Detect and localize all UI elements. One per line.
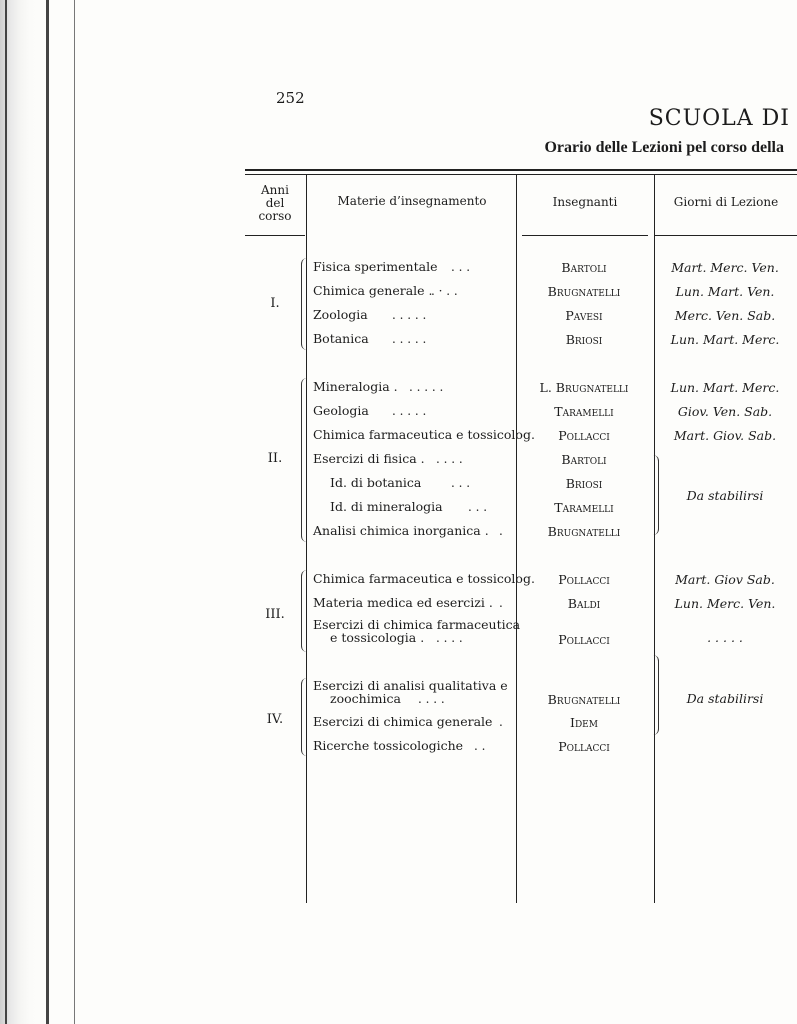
leader-dots: . . . . . bbox=[409, 380, 444, 394]
teacher-cell: Briosi bbox=[565, 332, 603, 347]
leader-dots: . bbox=[499, 715, 503, 729]
column-header-teachers: Insegnanti bbox=[552, 195, 618, 209]
teacher-cell: Pollacci bbox=[558, 572, 610, 587]
teacher-cell: Brugnatelli bbox=[547, 524, 621, 539]
subject-cell: Chimica generale . bbox=[313, 283, 433, 298]
days-cell: Lun. Mart. Merc. bbox=[670, 332, 780, 347]
days-cell: Lun. Mart. Ven. bbox=[675, 284, 775, 299]
teacher-cell: Pollacci bbox=[558, 632, 610, 647]
leader-dots: . · . . bbox=[431, 284, 458, 298]
teacher-cell: Brugnatelli bbox=[547, 692, 621, 707]
teacher-cell: Idem bbox=[570, 715, 598, 730]
days-cell: Mart. Giov Sab. bbox=[675, 572, 775, 587]
header-rule bbox=[655, 235, 797, 236]
leader-dots: . . bbox=[474, 739, 486, 753]
header-rule bbox=[522, 235, 648, 236]
days-cell: Mart. Merc. Ven. bbox=[671, 260, 779, 275]
subject-cell: Esercizi di analisi qualitativa e bbox=[313, 678, 508, 693]
table-top-rule bbox=[245, 169, 797, 171]
leader-dots: . . . . bbox=[418, 692, 445, 706]
header-rule bbox=[245, 235, 305, 236]
subject-cell-continued: zoochimica bbox=[330, 691, 401, 706]
teacher-cell: Baldi bbox=[567, 596, 601, 611]
teacher-cell: Pollacci bbox=[558, 739, 610, 754]
leader-dots: . . . . bbox=[436, 631, 463, 645]
subject-cell: Mineralogia . bbox=[313, 379, 398, 394]
page-header: SCUOLA DI bbox=[648, 106, 790, 131]
leader-dots: . . . . bbox=[436, 452, 463, 466]
leader-dots: . bbox=[499, 524, 503, 538]
leader-dots: . . . bbox=[468, 500, 488, 514]
column-header-subject: Materie d’insegnamento bbox=[337, 194, 487, 208]
binding-edge bbox=[5, 0, 7, 1024]
leader-dots: . . . bbox=[451, 476, 471, 490]
teacher-cell: Taramelli bbox=[554, 404, 614, 419]
leader-dots: . bbox=[499, 596, 503, 610]
subject-cell: Id. di mineralogia bbox=[330, 499, 443, 514]
page-subtitle: Orario delle Lezioni pel corso della bbox=[544, 139, 784, 156]
book-binding bbox=[0, 0, 48, 1024]
year-label: III. bbox=[265, 607, 285, 622]
subject-cell: Esercizi di chimica farmaceutica bbox=[313, 617, 521, 632]
column-header-days: Giorni di Lezione bbox=[673, 195, 779, 209]
subject-cell: Zoologia bbox=[313, 307, 368, 322]
table-top-rule-thin bbox=[245, 174, 797, 175]
group-brace bbox=[301, 258, 308, 350]
days-cell: Lun. Merc. Ven. bbox=[674, 596, 776, 611]
leader-dots: . . . . . bbox=[392, 308, 427, 322]
subject-cell: Id. di botanica bbox=[330, 475, 422, 490]
teacher-cell: Briosi bbox=[565, 476, 603, 491]
group-brace bbox=[301, 378, 308, 542]
subject-cell: Ricerche tossicologiche bbox=[313, 738, 464, 753]
group-brace bbox=[301, 678, 308, 756]
leader-dots: . . . . . bbox=[392, 332, 427, 346]
leader-dots: . . . . . bbox=[392, 404, 427, 418]
subject-cell: Fisica sperimentale bbox=[313, 259, 438, 274]
teacher-cell: Bartoli bbox=[561, 452, 607, 467]
page-number: 252 bbox=[276, 89, 305, 107]
column-header-years: Anni del corso bbox=[258, 183, 292, 223]
subject-cell-continued: e tossicologia . bbox=[330, 630, 425, 645]
binding-edge bbox=[74, 0, 75, 1024]
subject-cell: Chimica farmaceutica e tossicolog. bbox=[313, 427, 535, 442]
teacher-cell: L. Brugnatelli bbox=[539, 380, 629, 395]
days-cell: Lun. Mart. Merc. bbox=[670, 380, 780, 395]
days-cell: . . . . . bbox=[707, 630, 743, 645]
teacher-cell: Taramelli bbox=[554, 500, 614, 515]
subject-cell: Geologia bbox=[313, 403, 369, 418]
binding-edge bbox=[46, 0, 49, 1024]
teacher-cell: Pollacci bbox=[558, 428, 610, 443]
teacher-cell: Brugnatelli bbox=[547, 284, 621, 299]
teacher-cell: Bartoli bbox=[561, 260, 607, 275]
subject-cell: Analisi chimica inorganica . bbox=[313, 523, 489, 538]
subject-cell: Materia medica ed esercizi . bbox=[313, 595, 493, 610]
leader-dots: . . . bbox=[451, 260, 471, 274]
subject-cell: Esercizi di chimica generale bbox=[313, 714, 493, 729]
subject-cell: Botanica bbox=[313, 331, 369, 346]
merged-days-cell: Da stabilirsi bbox=[686, 488, 764, 503]
subject-cell: Chimica farmaceutica e tossicolog. bbox=[313, 571, 535, 586]
days-cell: Mart. Giov. Sab. bbox=[673, 428, 777, 443]
year-label: I. bbox=[270, 296, 280, 311]
subject-cell: Esercizi di fisica . bbox=[313, 451, 425, 466]
year-label: II. bbox=[267, 451, 283, 466]
merged-days-cell: Da stabilirsi bbox=[686, 691, 764, 706]
days-cell: Merc. Ven. Sab. bbox=[674, 308, 776, 323]
group-brace bbox=[301, 570, 308, 652]
days-cell: Giov. Ven. Sab. bbox=[677, 404, 773, 419]
teacher-cell: Pavesi bbox=[565, 308, 603, 323]
year-label: IV. bbox=[266, 712, 284, 727]
